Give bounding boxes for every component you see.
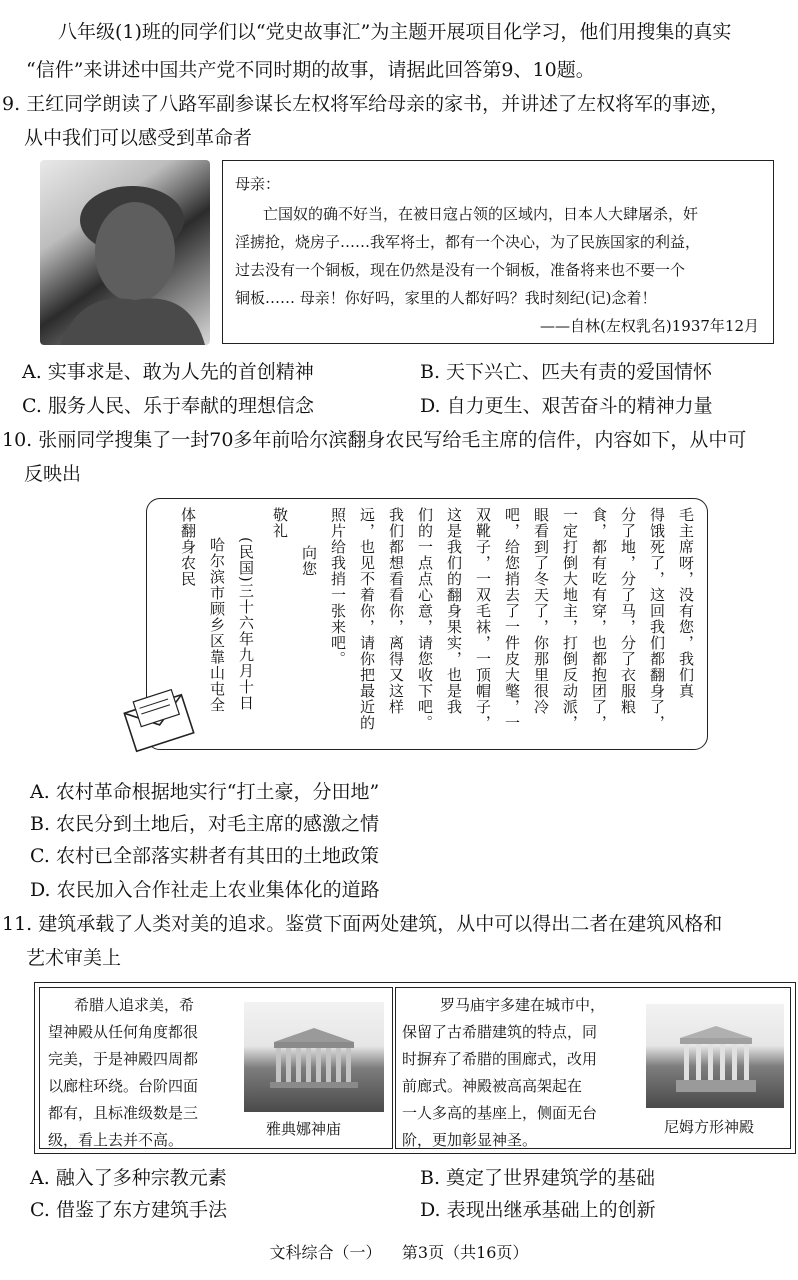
greek-temple-drawing <box>244 1002 384 1112</box>
q11-left-caption: 雅典娜神庙 <box>266 1120 342 1138</box>
q11-right-caption: 尼姆方形神殿 <box>664 1118 755 1136</box>
q11-option-b[interactable]: B. 奠定了世界建筑学的基础 <box>420 1167 656 1189</box>
letter-col-14: 向您 <box>300 545 318 577</box>
letter-col-15: 敬礼 <box>271 507 289 539</box>
q11-stem-line-2: 艺术审美上 <box>26 947 122 969</box>
left-line-3: 完美，于是神殿四周都 <box>48 1050 199 1068</box>
letter-signature: ——自林(左权乳名)1937年12月 <box>540 317 759 335</box>
q11-option-a[interactable]: A. 融入了多种宗教元素 <box>30 1167 227 1189</box>
letter-col-1: 毛主席呀，没有您，我们真 <box>677 507 695 699</box>
letter-salutation: 母亲： <box>235 175 281 193</box>
letter-col-4: 食，都有吃有穿，也都抱团了， <box>590 507 608 731</box>
left-line-6: 级，看上去并不高。 <box>48 1131 184 1149</box>
letter-col-10: 们的一点点心意，请您收下吧。 <box>416 507 434 731</box>
q10-option-a[interactable]: A. 农村革命根据地实行“打土豪，分田地” <box>30 781 380 803</box>
letter-col-2: 得饿死了，这回我们都翻身了， <box>648 507 666 731</box>
q9-option-b[interactable]: B. 天下兴亡、匹夫有责的爱国情怀 <box>420 361 713 383</box>
portrait-photo <box>40 160 210 345</box>
roman-temple-photo <box>646 1004 784 1108</box>
q11-option-d[interactable]: D. 表现出继承基础上的创新 <box>420 1199 656 1221</box>
letter-col-12: 远，也见不着你，请你把最近的 <box>358 507 376 731</box>
letter-col-9: 这是我们的翻身果实，也是我 <box>445 507 463 715</box>
q10-option-b[interactable]: B. 农民分到土地后，对毛主席的感激之情 <box>30 813 380 835</box>
right-line-2: 保留了古希腊建筑的特点，同 <box>402 1023 598 1041</box>
q9-option-d[interactable]: D. 自力更生、艰苦奋斗的精神力量 <box>420 395 713 417</box>
letter-col-18: 体翻身农民 <box>179 507 197 587</box>
q11-right-cell <box>395 987 791 1149</box>
q11-option-c[interactable]: C. 借鉴了东方建筑手法 <box>30 1199 227 1221</box>
q9-option-c[interactable]: C. 服务人民、乐于奉献的理想信念 <box>22 395 314 417</box>
portrait-figure <box>40 160 210 345</box>
letter-line-3: 过去没有一个铜板，现在仍然是没有一个铜板，准备将来也不要一个 <box>235 261 686 279</box>
intro-line-2: “信件”来讲述中国共产党不同时期的故事，请据此回答第9、10题。 <box>26 59 595 81</box>
q9-stem-line-2: 从中我们可以感受到革命者 <box>24 127 253 149</box>
greek-temple-photo <box>244 1002 384 1112</box>
letter-line-2: 淫掳抢，烧房子……我军将士，都有一个决心，为了民族国家的利益， <box>235 233 701 251</box>
left-line-2: 望神殿从任何角度都很 <box>48 1023 199 1041</box>
q10-letter-box <box>146 498 708 750</box>
letter-col-11: 我们都想看看你，离得又这样 <box>387 507 405 715</box>
q11-stem-line-1: 11. 建筑承载了人类对美的追求。鉴赏下面两处建筑，从中可以得出二者在建筑风格和 <box>2 913 723 935</box>
right-line-5: 一人多高的基座上，侧面无台 <box>402 1104 598 1122</box>
q9-stem-line-1: 9. 王红同学朗读了八路军副参谋长左权将军给母亲的家书，并讲述了左权将军的事迹， <box>2 93 730 115</box>
q10-option-d[interactable]: D. 农民加入合作社走上农业集体化的道路 <box>30 879 380 901</box>
letter-col-17: 哈尔滨市顾乡区靠山屯全 <box>208 537 226 713</box>
right-line-6: 阶，更加彰显神圣。 <box>402 1131 538 1149</box>
q11-comparison-box <box>34 982 796 1154</box>
envelope-icon <box>119 685 209 755</box>
q10-stem-line-2: 反映出 <box>24 463 82 485</box>
q9-letter-box <box>222 160 774 344</box>
roman-temple-drawing <box>646 1004 784 1108</box>
q11-left-text <box>48 992 248 1154</box>
q11-right-text <box>402 992 642 1154</box>
left-line-5: 都有，且标准级数是三 <box>48 1104 199 1122</box>
letter-col-3: 分了地，分了马，分了衣服粮 <box>619 507 637 715</box>
q10-letter-columns <box>155 507 699 743</box>
q10-stem-line-1: 10. 张丽同学搜集了一封70多年前哈尔滨翻身农民写给毛主席的信件，内容如下，从中可 <box>2 429 747 451</box>
letter-line-1: 亡国奴的确不好当，在被日寇占领的区域内，日本人大肆屠杀，奸 <box>263 205 699 223</box>
letter-col-13: 照片给我捎一张来吧。 <box>329 507 347 667</box>
intro-line-1: 八年级(1)班的同学们以“党史故事汇”为主题开展项目化学习，他们用搜集的真实 <box>58 21 732 43</box>
letter-col-16: (民国)三十六年九月十日 <box>237 537 255 711</box>
letter-line-4: 铜板…… 母亲！你好吗，家里的人都好吗？我时刻纪(记)念着！ <box>235 289 657 307</box>
page-footer: 文科综合（一） 第3页（共16页） <box>269 1243 529 1262</box>
right-line-4: 前廊式。神殿被高高架起在 <box>402 1077 583 1095</box>
right-line-3: 时摒弃了希腊的围廊式，改用 <box>402 1050 598 1068</box>
q10-option-c[interactable]: C. 农村已全部落实耕者有其田的土地政策 <box>30 845 379 867</box>
left-line-1: 希腊人追求美，希 <box>74 996 195 1014</box>
letter-col-8: 双靴子，一双毛袜，一顶帽子， <box>474 507 492 731</box>
q9-option-a[interactable]: A. 实事求是、敢为人先的首创精神 <box>22 361 314 383</box>
left-line-4: 以廊柱环绕。台阶四面 <box>48 1077 199 1095</box>
letter-col-5: 一定打倒大地主，打倒反动派， <box>561 507 579 731</box>
letter-col-7: 吧，给您捎去了一件皮大氅，一 <box>503 507 521 731</box>
q11-left-cell <box>39 987 393 1149</box>
right-line-1: 罗马庙宇多建在城市中， <box>440 996 606 1014</box>
letter-col-6: 眼看到了冬天了，你那里很冷 <box>532 507 550 715</box>
